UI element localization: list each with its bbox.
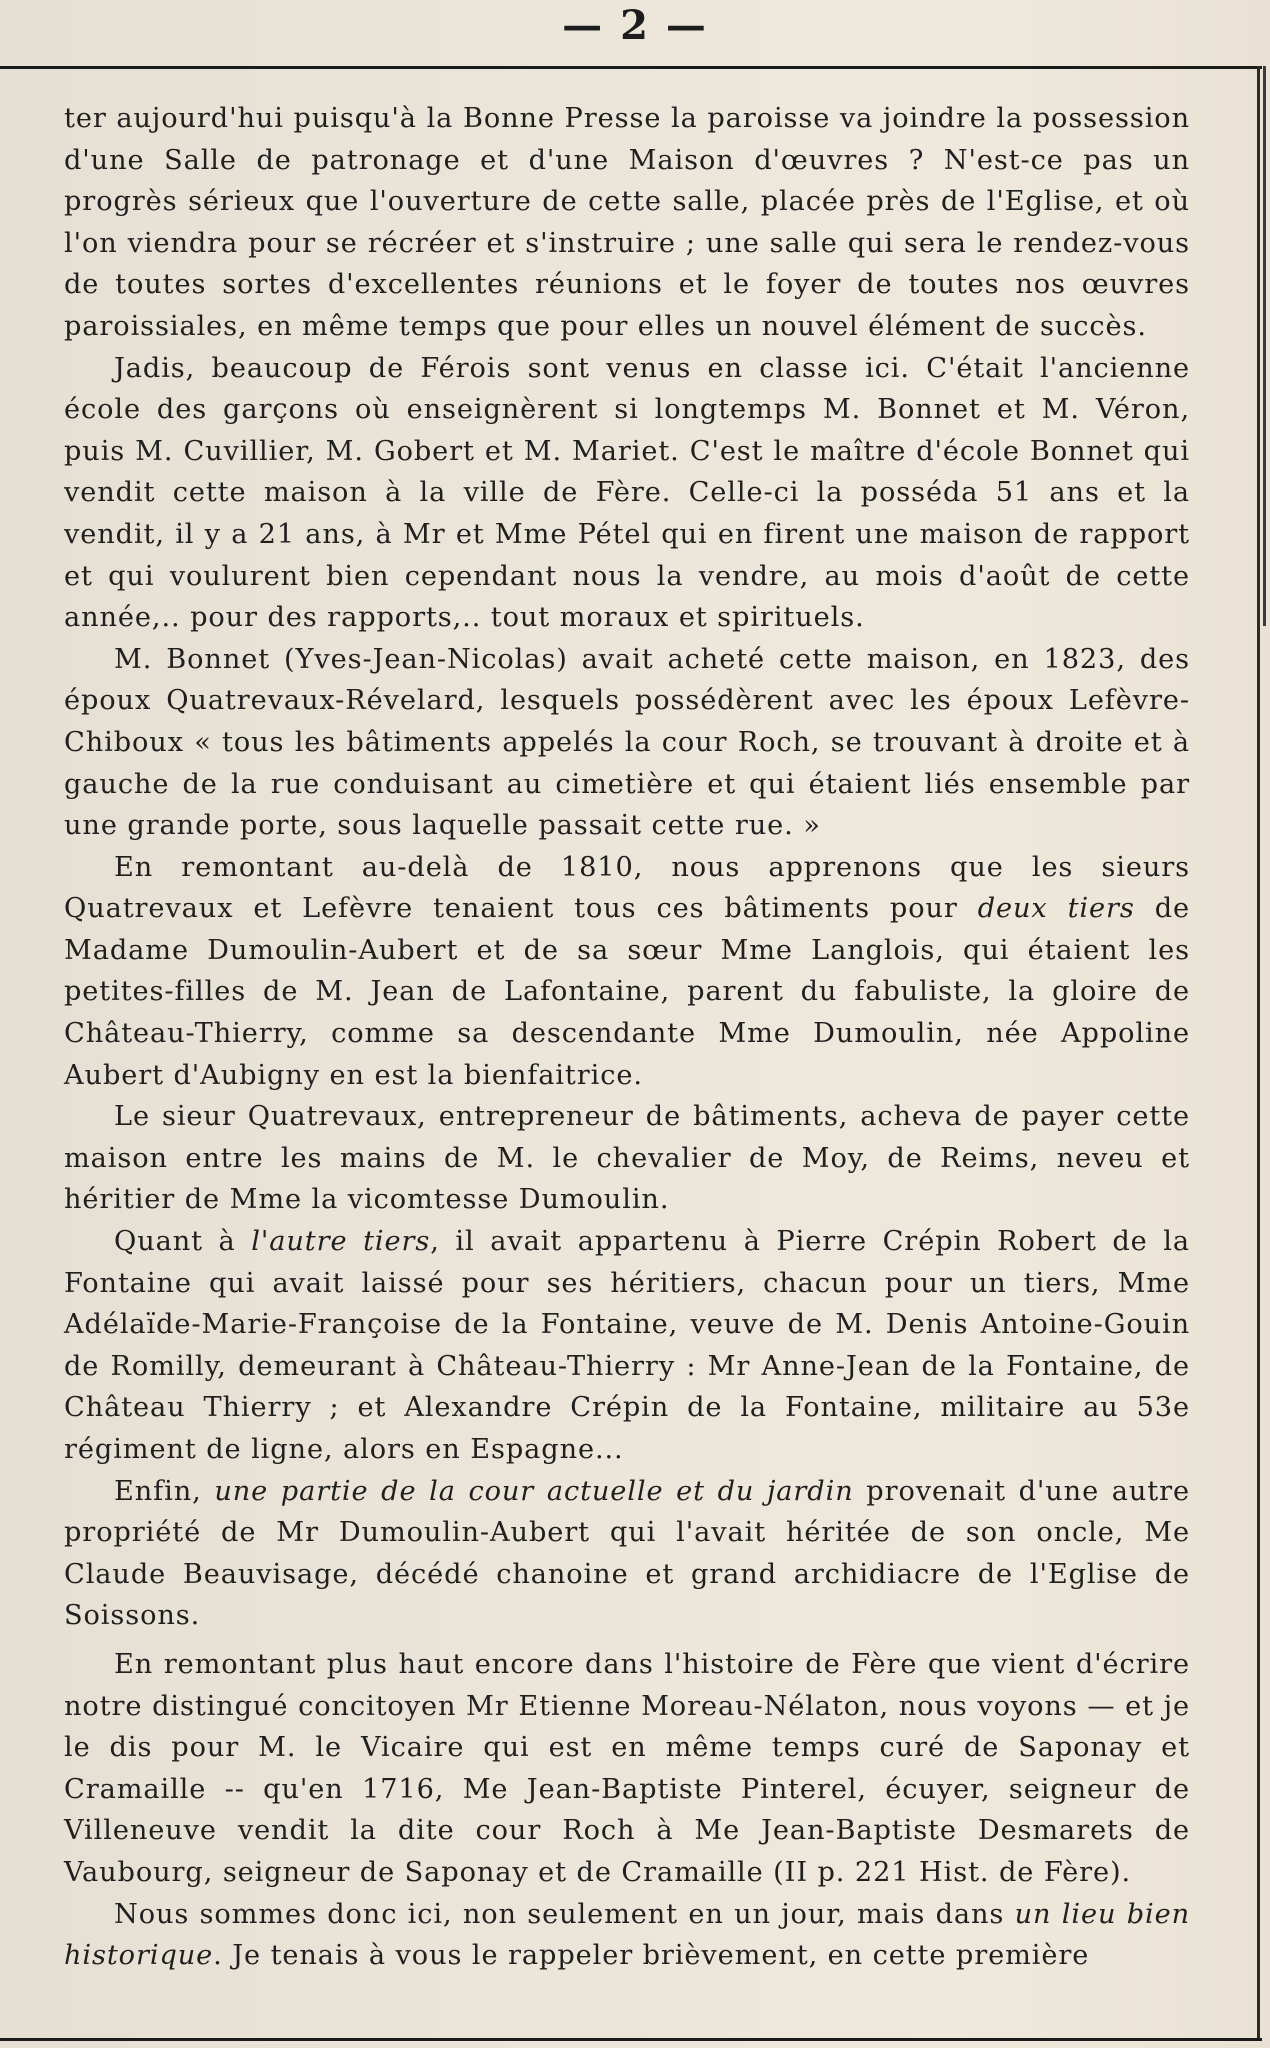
paragraph xyxy=(64,1096,1190,1221)
paragraph xyxy=(64,1894,1190,1977)
text-segment: En remontant plus haut encore dans l'histoire de Fère que vient d'écrire notre distingué concitoyen Mr Etienne Moreau-Nélaton, nous voyons — et je le dis pour M. le Vicaire qui est en même temps curé de Saponay et Cramaille -- qu'en 1716, Me Jean-Baptiste Pinterel, écuyer, seigneur de Villeneuve vendit la dite cour Roch à Me Jean-Baptiste Desmarets de Vaubourg, seigneur de Saponay et de Cramaille (II p. 221 Hist. de Fère). xyxy=(64,1648,1190,1888)
text-segment: de Madame Dumoulin-Aubert et de sa sœur Mme Langlois, qui étaient les petites-filles de M. Jean de Lafontaine, parent du fabuliste, la gloire de Château-Thierry, comme sa descendante Mme Dumoulin, née Appoline Aubert d'Aubigny en est la bienfaitrice. xyxy=(64,893,1190,1091)
article-body xyxy=(64,98,1190,1977)
italic-phrase: un lieu bien historique xyxy=(64,1898,1190,1972)
paragraph xyxy=(64,1471,1190,1637)
paragraph xyxy=(64,1644,1190,1894)
frame-right-rule xyxy=(1257,66,1260,2041)
italic-phrase: l'autre tiers xyxy=(251,1226,431,1258)
text-segment: M. Bonnet (Yves-Jean-Nicolas) avait acheté cette maison, en 1823, des époux Quatrevaux-Révelard, lesquels possédèrent avec les époux Lefèvre-Chiboux « tous les bâtiments appelés la cour Roch, se trouvant à droite et à gauche de la rue conduisant au cimetière et qui étaient liés ensemble par une grande porte, sous laquelle passait cette rue. » xyxy=(64,643,1190,842)
text-segment: Quant à xyxy=(114,1226,252,1258)
page-number: — 2 — xyxy=(562,2,708,49)
frame-top-rule xyxy=(0,66,1262,69)
text-segment: provenait d'une autre propriété de Mr Dumoulin-Aubert qui l'avait héritée de son oncle, Me Claude Beauvisage, décédé chanoine et grand archidiacre de l'Eglise de Soissons. xyxy=(64,1475,1190,1632)
paragraph xyxy=(64,847,1190,1097)
text-segment: . Je tenais à vous le rappeler brièvement, en cette première xyxy=(213,1940,1090,1972)
text-segment: , il avait appartenu à Pierre Crépin Robert de la Fontaine qui avait laissé pour ses héritiers, chacun pour un tiers, Mme Adélaïde-Marie-Françoise de la Fontaine, veuve de M. Denis Antoine-Gouin de Romilly, demeurant à Château-Thierry : Mr Anne-Jean de la Fontaine, de Château Thierry ; et Alexandre Crépin de la Fontaine, militaire au 53e régiment de ligne, alors en Espagne... xyxy=(64,1226,1190,1465)
text-segment: Jadis, beaucoup de Férois sont venus en classe ici. C'était l'ancienne école des garçons où enseignèrent si longtemps M. Bonnet et M. Véron, puis M. Cuvillier, M. Gobert et M. Mariet. C'est le maître d'école Bonnet qui vendit cette maison à la ville de Fère. Celle-ci la posséda 51 ans et la vendit, il y a 21 ans, à Mr et Mme Pétel qui en firent une maison de rapport et qui voulurent bien cependant nous la vendre, au mois d'août de cette année,.. pour des rapports,.. tout moraux et spirituels. xyxy=(64,352,1190,634)
paragraph xyxy=(64,639,1190,847)
text-segment: Nous sommes donc ici, non seulement en un jour, mais dans xyxy=(114,1898,1015,1930)
italic-phrase: une partie de la cour actuelle et du jardin xyxy=(214,1475,854,1507)
paragraph xyxy=(64,98,1190,348)
text-segment: ter aujourd'hui puisqu'à la Bonne Presse la paroisse va joindre la possession d'une Salle de patronage et d'une Maison d'œuvres ? N'est-ce pas un progrès sérieux que l'ouverture de cette salle, placée près de l'Eglise, et où l'on viendra pour se récréer et s'instruire ; une salle qui sera le rendez-vous de toutes sortes d'excellentes réunions et le foyer de toutes nos œuvres paroissiales, en même temps que pour elles un nouvel élément de succès. xyxy=(64,103,1190,342)
text-segment: En remontant au-delà de 1810, nous apprenons que les sieurs Quatrevaux et Lefèvre tenaient tous ces bâtiments pour xyxy=(64,851,1190,925)
paragraph xyxy=(64,1221,1190,1471)
italic-phrase: deux tiers xyxy=(977,893,1135,925)
frame-right-outer-rule xyxy=(1263,66,1266,626)
text-segment: Le sieur Quatrevaux, entrepreneur de bâtiments, acheva de payer cette maison entre les mains de M. le chevalier de Moy, de Reims, neveu et héritier de Mme la vicomtesse Dumoulin. xyxy=(64,1101,1190,1216)
frame-bottom-rule xyxy=(0,2038,1262,2041)
paragraph xyxy=(64,348,1190,639)
text-segment: Enfin, xyxy=(114,1475,215,1507)
